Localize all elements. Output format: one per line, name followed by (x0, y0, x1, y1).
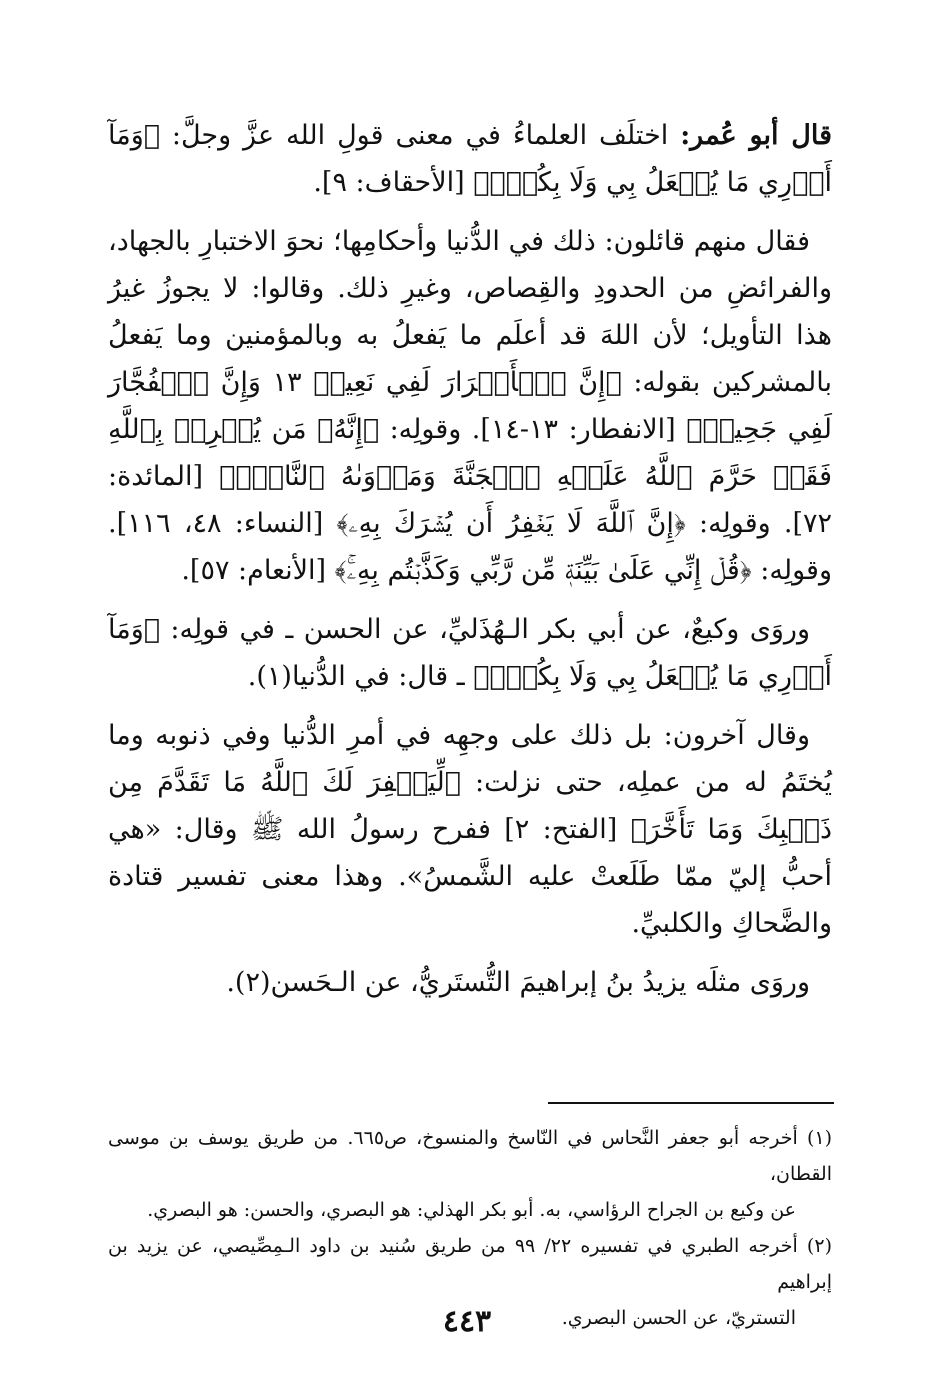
paragraph-3 (108, 606, 832, 700)
speaker-label: قال أبو عُمر: (680, 120, 832, 151)
paragraph-5 (108, 959, 832, 1006)
footnote-2-line-2: التستريّ، عن الحسن البصري. (561, 1307, 796, 1329)
paragraph-2 (108, 218, 832, 594)
paragraph-1 (108, 112, 832, 206)
paragraph-text: وروَى مثلَه يزيدُ بنُ إبراهيمَ التُّستَريُّ، عن الـحَسن(٢). (226, 967, 810, 998)
footnote-2-line-1: (٢) أخرجه الطبري في تفسيره ٢٢/ ٩٩ من طريق سُنيد بن داود الـمِصِّيصي، عن يزيد بن إبراهيم (108, 1235, 832, 1293)
footnote-1-line-1: (١) أخرجه أبو جعفر النَّحاس في النّاسخ والمنسوخ، ص٦٦٥. من طريق يوسف بن موسى القطان، (108, 1127, 832, 1185)
paragraph-text: فقال منهم قائلون: ذلك في الدُّنيا وأحكامِها؛ نحوَ الاختبارِ بالجهاد، والفرائضِ من الحدودِ والقِصاص، وغيرِ ذلك. وقالوا: لا يجوزُ غيرُ هذا التأويل؛ لأن اللهَ قد أعلَم ما يَفعلُ به وبالمؤمنين وما يَفعلُ بالمشركين بقوله: ﴿إِنَّ ٱلۡأَبۡرَارَ لَفِي نَعِيمٖ ١٣ وَإِنَّ ٱلۡفُجَّارَ لَفِي جَحِيمٖ﴾ [الانفطار: ١٣-١٤]. وقولِه: ﴿إِنَّهُۥ مَن يُشۡرِكۡ بِٱللَّهِ فَقَدۡ حَرَّمَ ٱللَّهُ عَلَيۡهِ ٱلۡجَنَّةَ وَمَأۡوَىٰهُ ٱلنَّارُۖ﴾ [المائدة: ٧٢]. وقولِه: ﴿إِنَّ ٱللَّهَ لَا يَغۡفِرُ أَن يُشۡرَكَ بِهِۦ﴾ [النساء: ٤٨، ١١٦]. وقولِه: ﴿قُلۡ إِنِّي عَلَىٰ بَيِّنَةٖ مِّن رَّبِّي وَكَذَّبۡتُم بِهِۦۚ﴾ [الأنعام: ٥٧]. (108, 226, 832, 586)
paragraph-text: وقال آخرون: بل ذلك على وجهِه في أمرِ الدُّنيا وفي ذنوبه وما يُختَمُ له من عملِه، حتى نزلت: ﴿لِّيَغۡفِرَ لَكَ ٱللَّهُ مَا تَقَدَّمَ مِن ذَنۢبِكَ وَمَا تَأَخَّرَ﴾ [الفتح: ٢] ففرح رسولُ الله ﷺ وقال: «هي أحبُّ إليّ ممّا طَلَعتْ عليه الشَّمسُ». وهذا معنى تفسير قتادة والضَّحاكِ والكلبيِّ. (108, 720, 832, 939)
paragraph-text: اختلَف العلماءُ في معنى قولِ الله عزَّ وجلَّ: ﴿وَمَآ أَدۡرِي مَا يُفۡعَلُ بِي وَلَا بِكُمۡۖ﴾ [الأحقاف: ٩]. (108, 120, 832, 198)
footnote-1-line-2: عن وكيع بن الجراح الرؤاسي، به. أبو بكر الهذلي: هو البصري، والحسن: هو البصري. (147, 1199, 796, 1221)
paragraph-text: وروَى وكيعٌ، عن أبي بكر الـهُذَليِّ، عن الحسن ـ في قولِه: ﴿وَمَآ أَدۡرِي مَا يُفۡعَلُ بِي وَلَا بِكُمۡۖ﴾ ـ قال: في الدُّنيا(١). (108, 614, 832, 692)
paragraph-4 (108, 712, 832, 947)
page-number: ٤٤٣ (442, 1304, 492, 1339)
main-text (108, 112, 832, 1018)
footnote-separator (548, 1102, 834, 1104)
